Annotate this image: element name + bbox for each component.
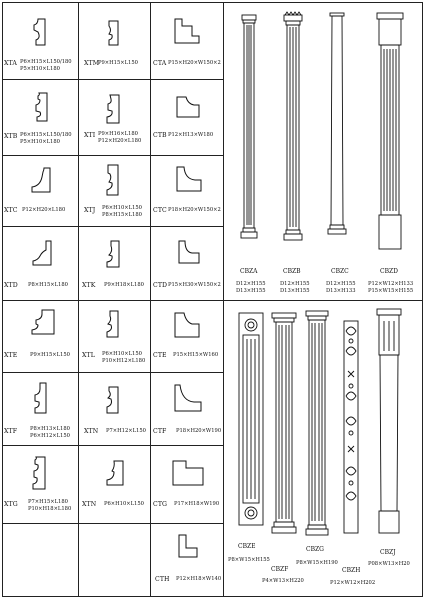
moulding-code: XTE: [4, 352, 18, 359]
column-cbzb: [284, 12, 302, 240]
moulding-profile: [30, 456, 52, 490]
moulding-spec: P9×H18×L180: [104, 282, 144, 288]
pilaster-cbzh: [344, 321, 358, 533]
moulding-code: CTB: [153, 132, 167, 139]
moulding-spec: P12×H13×W180: [168, 132, 214, 138]
moulding-spec: P10×H18×L180: [28, 506, 72, 512]
pilaster-code: CBZJ: [380, 549, 396, 556]
moulding-code: CTA: [153, 60, 167, 67]
moulding-profile: [178, 534, 198, 558]
moulding-spec: P15×H20×W150×2: [168, 60, 221, 66]
pilaster-code: CBZG: [306, 546, 324, 553]
moulding-code: XTN: [84, 428, 99, 435]
moulding-spec: P12×H20×L180: [98, 138, 142, 144]
moulding-spec: P8×H15×L180: [28, 282, 68, 288]
moulding-code: XTM: [84, 60, 100, 67]
moulding-profile: [104, 310, 124, 338]
pilaster-code: CBZF: [271, 566, 289, 573]
pilaster-cbzg: [306, 311, 328, 535]
moulding-profile: [30, 240, 56, 266]
moulding-code: CTE: [153, 352, 167, 359]
moulding-spec: P7×H12×L150: [106, 428, 146, 434]
moulding-profile: [176, 96, 200, 118]
column-spec: D13×H133: [326, 288, 356, 294]
pilaster-cbze: [239, 313, 263, 525]
pilaster-code: CBZH: [342, 567, 361, 574]
moulding-spec: P8×H13×L180: [30, 426, 70, 432]
moulding-code: CTF: [153, 428, 167, 435]
moulding-code: XTI: [84, 132, 96, 139]
moulding-spec: P8×H15×L180: [102, 212, 142, 218]
column-code: CBZA: [240, 268, 258, 275]
moulding-spec: P12×H20×L180: [22, 207, 66, 213]
moulding-spec: P6×H10×L150: [104, 501, 144, 507]
moulding-code: XTL: [82, 352, 95, 359]
moulding-code: CTD: [153, 282, 168, 289]
pilaster-spec: P4×W13×H220: [262, 578, 304, 584]
column-code: CBZD: [380, 268, 398, 275]
column-spec: P12×W12×H133: [368, 281, 414, 287]
moulding-profile: [34, 92, 54, 122]
moulding-code: XTC: [4, 207, 18, 214]
moulding-profile: [30, 167, 56, 193]
moulding-code: XTD: [4, 282, 18, 289]
columns-top-drawing: [224, 3, 422, 299]
moulding-profile: [32, 382, 54, 414]
moulding-profile: [104, 94, 124, 124]
column-spec: D13×H155: [280, 288, 310, 294]
column-code: CBZB: [283, 268, 301, 275]
column-spec: D13×H155: [236, 288, 266, 294]
moulding-profile: [32, 18, 52, 46]
moulding-spec: P6×H15×L150/180: [20, 59, 72, 65]
moulding-profile: [174, 18, 200, 44]
moulding-spec: P17×H18×W190: [174, 501, 220, 507]
moulding-spec: P15×H30×W150×2: [168, 282, 221, 288]
moulding-spec: P9×H15×L150: [98, 60, 138, 66]
moulding-spec: P5×H10×L180: [20, 139, 60, 145]
moulding-spec: P10×H12×L180: [102, 358, 146, 364]
moulding-code: XTN: [82, 501, 97, 508]
moulding-code: XTA: [4, 60, 17, 67]
pilaster-cbzf: [272, 313, 296, 533]
moulding-spec: P5×H10×L180: [20, 66, 60, 72]
moulding-profile: [30, 309, 58, 335]
pilaster-cbzj: [377, 309, 401, 533]
moulding-spec: P12×H18×W140: [176, 576, 222, 582]
moulding-profile: [176, 166, 202, 192]
moulding-spec: P18×H20×W150×2: [168, 207, 221, 213]
moulding-spec: P9×H15×L150: [30, 352, 70, 358]
column-cbzc: [328, 13, 346, 234]
moulding-profile: [104, 240, 124, 268]
moulding-spec: P18×H20×W190: [176, 428, 222, 434]
column-cbzd: [377, 13, 403, 249]
moulding-code: XTG: [4, 501, 18, 508]
moulding-code: CTC: [153, 207, 167, 214]
pilaster-code: CBZE: [238, 543, 256, 550]
moulding-profile: [106, 20, 122, 46]
moulding-code: CTG: [153, 501, 168, 508]
pilaster-spec: P08×W13×H20: [368, 561, 410, 567]
pilaster-spec: P12×W12×H202: [330, 580, 376, 586]
column-spec: D12×H155: [236, 281, 266, 287]
moulding-profile: [174, 312, 200, 338]
moulding-code: XTK: [82, 282, 96, 289]
moulding-profile: [104, 460, 128, 486]
moulding-spec: P6×H10×L150: [102, 351, 142, 357]
pilaster-spec: P8×W15×H155: [228, 557, 270, 563]
moulding-profile: [104, 386, 124, 414]
moulding-spec: P6×H10×L150: [102, 205, 142, 211]
moulding-profile: [174, 384, 202, 412]
moulding-profile: [104, 164, 126, 196]
moulding-spec: P7×H15×L180: [28, 499, 68, 505]
column-spec: P15×W15×H155: [368, 288, 414, 294]
moulding-spec: P6×H12×L150: [30, 433, 70, 439]
moulding-code: CTH: [155, 576, 170, 583]
column-spec: D12×H155: [280, 281, 310, 287]
moulding-code: XTF: [4, 428, 18, 435]
column-code: CBZC: [331, 268, 349, 275]
moulding-profile: [178, 240, 200, 264]
moulding-profile: [172, 460, 204, 486]
moulding-spec: P15×H15×W160: [173, 352, 219, 358]
column-spec: D12×H155: [326, 281, 356, 287]
pilaster-spec: P8×W15×H190: [296, 560, 338, 566]
moulding-spec: P9×H16×L180: [98, 131, 138, 137]
moulding-code: XTB: [4, 133, 18, 140]
moulding-spec: P6×H15×L150/180: [20, 132, 72, 138]
column-cbza: [241, 15, 257, 238]
moulding-code: XTJ: [84, 207, 96, 214]
